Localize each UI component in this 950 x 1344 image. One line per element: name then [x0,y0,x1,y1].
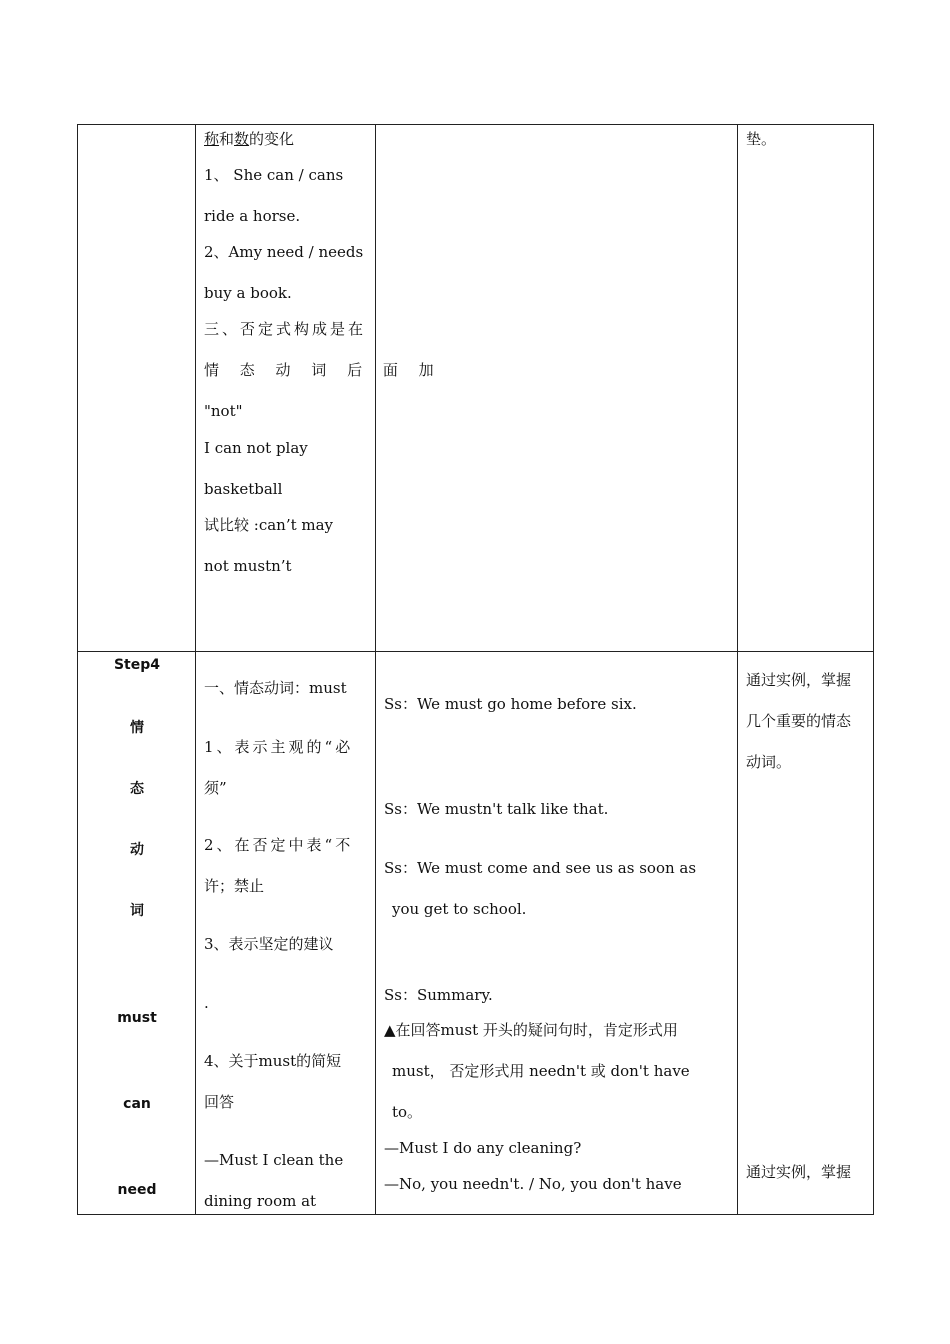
purpose-text: 通过实例，掌握 [746,671,852,689]
student-response: Ss：We must go home before six. [384,695,637,713]
purpose-cell [738,652,874,1215]
example-line: buy a book. [204,284,292,302]
purpose-cell [738,125,874,652]
rule-line: 情 态 动 词 后 面 加 [204,361,442,379]
table-row [78,125,874,652]
purpose-text: 动词。 [746,753,792,771]
compare-line: not mustn’t [204,557,292,575]
step-char: 情 [130,720,144,736]
activity-cell [376,652,738,1215]
point-line: 许；禁止 [204,877,265,895]
step-cell-empty [78,125,196,652]
step-cell [78,652,196,1215]
example-line: ride a horse. [204,207,301,225]
point-line: 3、表示坚定的建议 [204,935,334,953]
section-heading: 一、情态动词：must [204,679,347,697]
step-word: need [117,1182,157,1198]
step-char: 动 [130,842,144,858]
rule-line: "not" [204,402,243,420]
point-line: 须” [204,779,227,797]
example-line: 2、Amy need / needs [204,243,364,261]
question-line: dining room at [204,1192,317,1210]
purpose-text: 垫。 [746,130,777,148]
point-line: 2、在否定中表“不 [204,836,354,854]
step-word: can [123,1096,151,1112]
dialogue-line: —No, you needn't. / No, you don't have [384,1175,682,1193]
note-line: ▲在回答must 开头的疑问句时，肯定形式用 [384,1021,678,1039]
content-cell [196,652,376,1215]
note-line: must， 否定形式用 needn't 或 don't have [392,1062,690,1080]
step-char: 词 [130,903,144,919]
section-heading: 称和数的变化 [204,130,295,148]
example-line: 1、 She can / cans [204,166,344,184]
question-line: —Must I clean the [204,1151,344,1169]
purpose-text: 几个重要的情态 [746,712,852,730]
point-line: 回答 [204,1093,235,1111]
example-line: I can not play [204,439,308,457]
step-label: Step4 [113,657,161,673]
student-response: Ss：Summary. [384,986,493,1004]
step-word: must [117,1010,157,1026]
student-response: you get to school. [392,900,527,918]
lesson-plan-table [77,124,874,1215]
rule-line: 三、否定式构成是在 [204,320,367,338]
table-row [78,652,874,1215]
point-line: 4、关于must的简短 [204,1052,342,1070]
purpose-text: 通过实例，掌握 [746,1163,852,1181]
student-response: Ss：We must come and see us as soon as [384,859,697,877]
student-response: Ss：We mustn't talk like that. [384,800,609,818]
step-char: 态 [130,781,144,797]
content-cell [196,125,442,652]
point-line: 1、表示主观的“必 [204,738,354,756]
activity-cell-empty [376,125,738,652]
compare-line: 试比较 :can’t may [204,516,334,534]
point-line: . [204,994,209,1012]
example-line: basketball [204,480,283,498]
note-line: to。 [392,1103,423,1121]
dialogue-line: —Must I do any cleaning? [384,1139,582,1157]
